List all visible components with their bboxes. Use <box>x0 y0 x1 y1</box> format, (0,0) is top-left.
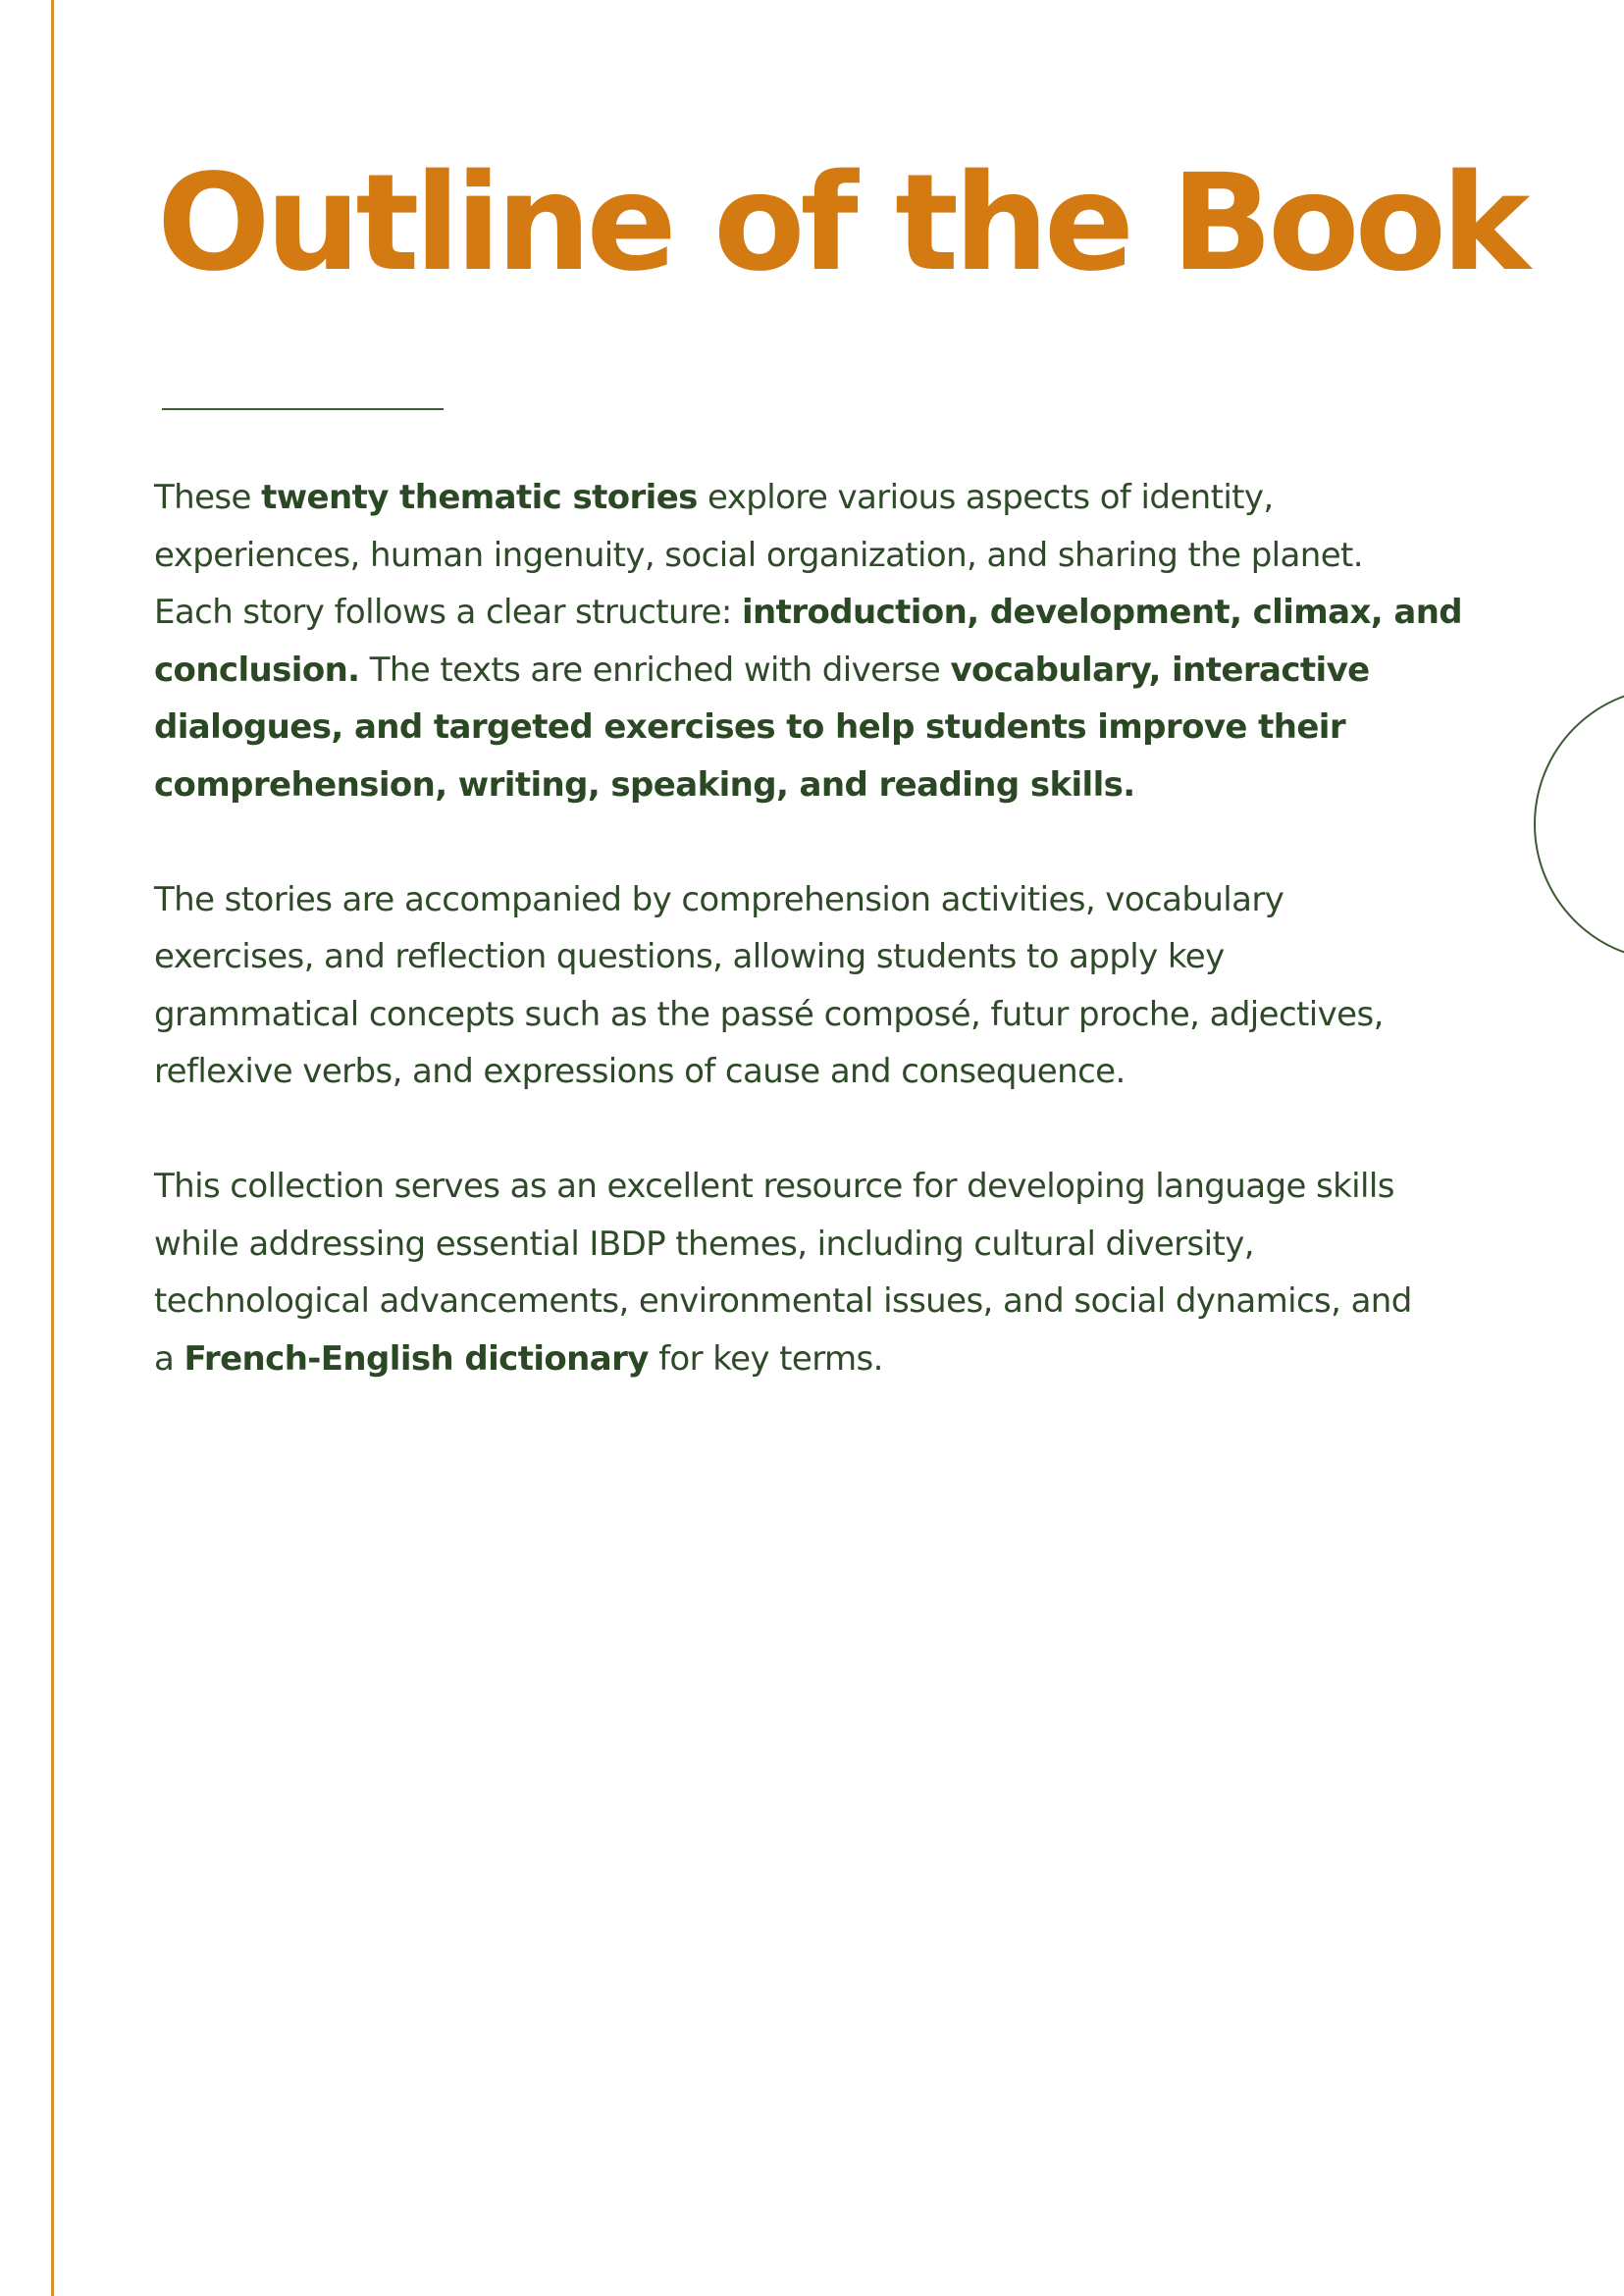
text-run: explore various aspects of identity, <box>697 478 1274 517</box>
body-text <box>154 469 1547 1445</box>
bold-text-run: comprehension, writing, speaking, and reading skills. <box>154 764 1135 805</box>
paragraph-1 <box>154 469 1547 813</box>
text-run: while addressing essential IBDP themes, including cultural diversity, <box>154 1224 1254 1264</box>
paragraph-2 <box>154 871 1547 1101</box>
bold-text-run: introduction, development, climax, and <box>742 593 1463 632</box>
bold-text-run: vocabulary, interactive <box>950 650 1370 690</box>
text-line <box>154 1043 1547 1101</box>
text-run: These <box>154 478 262 517</box>
bold-text-run: dialogues, and targeted exercises to help students improve their <box>154 707 1346 747</box>
title-underline-rule <box>162 408 444 410</box>
text-run: a <box>154 1338 184 1379</box>
text-run: The texts are enriched with diverse <box>359 650 951 690</box>
paragraph-3 <box>154 1158 1547 1387</box>
text-line <box>154 928 1547 986</box>
bold-text-run: French-English dictionary <box>183 1338 649 1379</box>
text-line <box>154 1331 1547 1388</box>
left-margin-rule <box>51 0 54 2296</box>
text-line <box>154 469 1547 527</box>
text-run: technological advancements, environmental issues, and social dynamics, and <box>154 1281 1412 1321</box>
text-line <box>154 584 1547 642</box>
text-run: reflexive verbs, and expressions of cause and consequence. <box>154 1052 1126 1091</box>
page-title: Outline of the Book <box>157 146 1526 301</box>
text-line <box>154 699 1547 757</box>
text-run: Each story follows a clear structure: <box>154 593 742 632</box>
bold-text-run: twenty thematic stories <box>261 478 698 517</box>
text-run: The stories are accompanied by comprehension activities, vocabulary <box>154 879 1284 919</box>
text-line <box>154 757 1547 814</box>
text-line <box>154 642 1547 700</box>
text-run: experiences, human ingenuity, social organization, and sharing the planet. <box>154 535 1363 575</box>
text-run: exercises, and reflection questions, allowing students to apply key <box>154 937 1225 976</box>
text-run: for key terms. <box>648 1338 883 1379</box>
text-line <box>154 1273 1547 1331</box>
text-line <box>154 1216 1547 1274</box>
text-line <box>154 986 1547 1044</box>
text-line <box>154 871 1547 929</box>
text-run: grammatical concepts such as the passé composé, futur proche, adjectives, <box>154 994 1384 1034</box>
text-line <box>154 1158 1547 1216</box>
bold-text-run: conclusion. <box>154 650 360 690</box>
text-run: This collection serves as an excellent resource for developing language skills <box>154 1167 1394 1206</box>
text-line <box>154 527 1547 585</box>
